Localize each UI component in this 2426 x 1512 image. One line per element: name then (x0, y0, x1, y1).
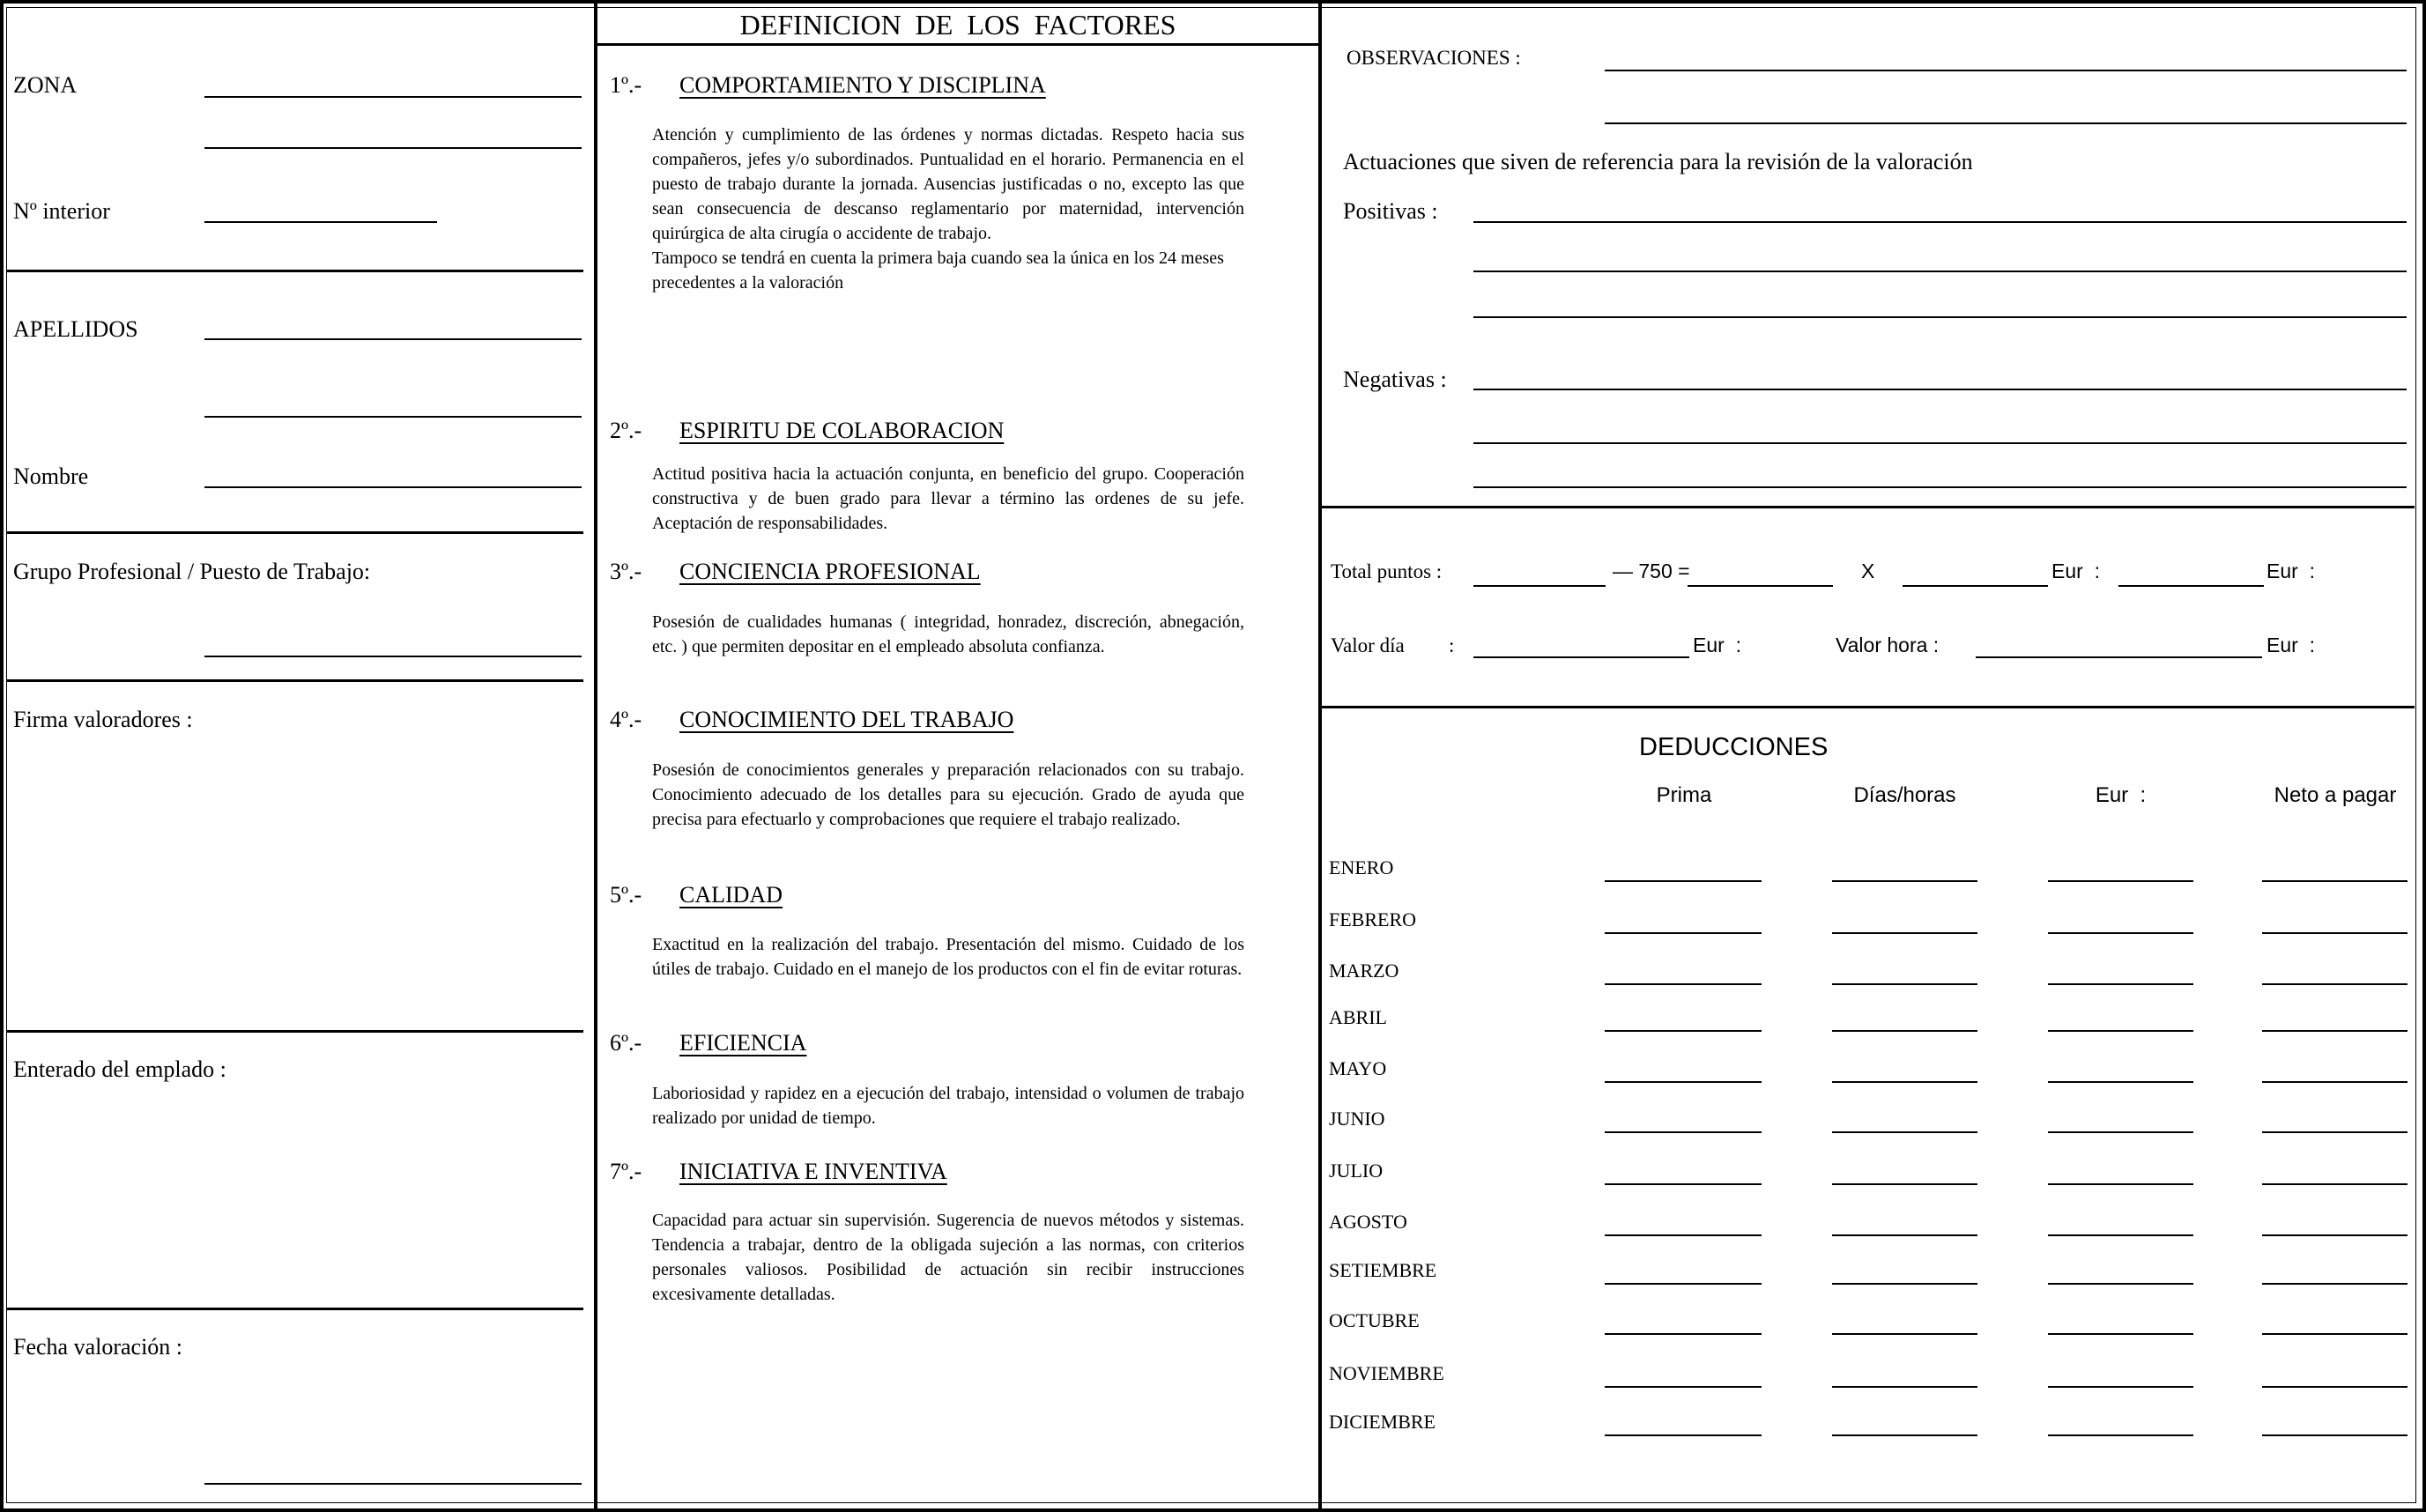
right-divider-2 (1322, 706, 2415, 708)
factor-1-title: COMPORTAMIENTO Y DISCIPLINA (679, 72, 1046, 98)
negativas-field-line-1[interactable] (1473, 389, 2407, 390)
factor-1-description (652, 122, 1244, 295)
month-octubre-field-4[interactable] (2262, 1333, 2407, 1335)
month-setiembre-field-1[interactable] (1605, 1283, 1762, 1285)
positivas-field-line-2[interactable] (1473, 271, 2407, 272)
factor-3-number: 3º.- (610, 559, 642, 584)
grupo-profesional-label: Grupo Profesional / Puesto de Trabajo: (13, 559, 371, 584)
month-febrero-field-1[interactable] (1605, 932, 1762, 934)
month-marzo-field-3[interactable] (2048, 983, 2193, 985)
grupo-profesional-field[interactable] (204, 656, 582, 657)
month-label-enero: ENERO (1329, 856, 1394, 878)
deducciones-title: DEDUCCIONES (1639, 733, 1829, 761)
left-divider-3 (7, 679, 583, 682)
month-junio-field-2[interactable] (1832, 1131, 1977, 1133)
positivas-label: Positivas : (1343, 198, 1438, 224)
month-enero-field-2[interactable] (1832, 880, 1977, 882)
month-octubre-field-2[interactable] (1832, 1333, 1977, 1335)
zona-field-line-1[interactable] (204, 96, 582, 98)
month-label-noviembre: NOVIEMBRE (1329, 1362, 1444, 1384)
factor-6-number: 6º.- (610, 1030, 642, 1056)
factor-2-description: Actitud positiva hacia la actuación conjunta, en beneficio del grupo. Cooperación constructiva y de buen grado para llevar a término las ordenes de su jefe. Aceptación de responsabilidades. (652, 464, 1244, 533)
month-label-agosto: AGOSTO (1329, 1211, 1407, 1233)
fecha-valoracion-label: Fecha valoración : (13, 1334, 183, 1360)
column-header-dias-horas: Días/horas (1853, 783, 1956, 807)
factor-4-description: Posesión de conocimientos generales y preparación relacionados con su trabajo. Conocimiento adecuado de los detalles para su ejecución. Grado de ayuda que precisa para efectuarlo y comprobaciones que requiere el trabajo realizado. (652, 760, 1244, 829)
month-junio-field-4[interactable] (2262, 1131, 2407, 1133)
total-puntos-field[interactable] (1473, 585, 1606, 587)
negativas-field-line-3[interactable] (1473, 486, 2407, 488)
month-marzo-field-4[interactable] (2262, 983, 2407, 985)
factor-7-number: 7º.- (610, 1159, 642, 1184)
valor-dia-label: Valor día (1331, 634, 1405, 656)
month-label-junio: JUNIO (1329, 1108, 1385, 1130)
factor-1-number: 1º.- (610, 72, 642, 98)
negativas-label: Negativas : (1343, 367, 1447, 392)
factor-4-title: CONOCIMIENTO DEL TRABAJO (679, 707, 1014, 732)
month-agosto-field-4[interactable] (2262, 1234, 2407, 1236)
eur-label-4: Eur : (2266, 634, 2315, 656)
month-diciembre-field-2[interactable] (1832, 1434, 1977, 1436)
column-header-neto: Neto a pagar (2274, 783, 2397, 807)
factor-field[interactable] (1903, 585, 2048, 587)
month-setiembre-field-4[interactable] (2262, 1283, 2407, 1285)
factor-7-title: INICIATIVA E INVENTIVA (679, 1159, 947, 1184)
month-label-octubre: OCTUBRE (1329, 1309, 1420, 1331)
eur-label-1: Eur : (2051, 560, 2100, 582)
month-noviembre-field-2[interactable] (1832, 1386, 1977, 1388)
month-abril-field-1[interactable] (1605, 1030, 1762, 1032)
valor-hora-field[interactable] (1976, 656, 2262, 658)
factor-5-title: CALIDAD (679, 882, 783, 908)
month-enero-field-3[interactable] (2048, 880, 2193, 882)
actuaciones-label: Actuaciones que siven de referencia para la revisión de la valoración (1343, 149, 1973, 174)
month-mayo-field-1[interactable] (1605, 1081, 1762, 1083)
factor-1-description-note: Tampoco se tendrá en cuenta la primera baja cuando sea la única en los 24 meses precedentes a la valoración (652, 248, 1224, 293)
negativas-field-line-2[interactable] (1473, 442, 2407, 444)
month-octubre-field-1[interactable] (1605, 1333, 1762, 1335)
enterado-empleado-label: Enterado del emplado : (13, 1056, 226, 1082)
month-marzo-field-1[interactable] (1605, 983, 1762, 985)
valor-dia-colon: : (1449, 634, 1455, 656)
month-abril-field-3[interactable] (2048, 1030, 2193, 1032)
month-noviembre-field-1[interactable] (1605, 1386, 1762, 1388)
month-label-setiembre: SETIEMBRE (1329, 1259, 1437, 1281)
month-setiembre-field-2[interactable] (1832, 1283, 1977, 1285)
month-label-diciembre: DICIEMBRE (1329, 1411, 1436, 1433)
month-abril-field-4[interactable] (2262, 1030, 2407, 1032)
month-diciembre-field-3[interactable] (2048, 1434, 2193, 1436)
month-agosto-field-3[interactable] (2048, 1234, 2193, 1236)
month-noviembre-field-4[interactable] (2262, 1386, 2407, 1388)
month-agosto-field-1[interactable] (1605, 1234, 1762, 1236)
factor-4-number: 4º.- (610, 707, 642, 732)
total-puntos-label: Total puntos : (1331, 560, 1443, 582)
right-divider-1 (1322, 506, 2415, 508)
factor-7-description: Capacidad para actuar sin supervisión. Sugerencia de nuevos métodos y sistemas. Tendencia a trabajar, dentro de la obligada sujeción a las normas, con criterios personales valiosos. Posibilidad de actuación sin recibir instrucciones excesivamente detalladas. (652, 1211, 1244, 1304)
factors-title: DEFINICION DE LOS FACTORES (739, 9, 1176, 41)
month-febrero-field-3[interactable] (2048, 932, 2193, 934)
month-label-febrero: FEBRERO (1329, 908, 1417, 930)
month-mayo-field-4[interactable] (2262, 1081, 2407, 1083)
factors-title-underline (597, 43, 1318, 46)
valor-dia-field[interactable] (1473, 656, 1689, 658)
times-label: X (1861, 560, 1875, 582)
month-abril-field-2[interactable] (1832, 1030, 1977, 1032)
left-divider-1 (7, 270, 583, 272)
month-noviembre-field-3[interactable] (2048, 1386, 2193, 1388)
zona-label: ZONA (13, 72, 78, 98)
factor-6-title: EFICIENCIA (679, 1030, 807, 1056)
column-header-prima: Prima (1656, 783, 1712, 807)
interior-number-field[interactable] (204, 221, 437, 223)
month-label-abril: ABRIL (1329, 1006, 1387, 1028)
factor-6-description: Laboriosidad y rapidez en a ejecución del trabajo, intensidad o volumen de trabajo realizado por unidad de tiempo. (652, 1084, 1244, 1128)
factor-1-description-text: Atención y cumplimiento de las órdenes y normas dictadas. Respeto hacia sus compañeros, jefes y/o subordinados. Puntualidad en el horario. Permanencia en el puesto de trabajo durante la jornada. Ausencias justificadas o no, excepto las que sean consecuencia de descanso reglamentario por maternidad, intervención quirúrgica de alta cirugía o accidente de trabajo. (652, 125, 1244, 243)
column-divider-left (594, 4, 597, 1508)
eur-label-2: Eur : (2266, 560, 2315, 582)
month-marzo-field-2[interactable] (1832, 983, 1977, 985)
column-divider-right (1318, 4, 1322, 1508)
eur-label-3: Eur : (1693, 634, 1741, 656)
total-minus-750-field[interactable] (1688, 585, 1833, 587)
firma-valoradores-label: Firma valoradores : (13, 707, 193, 732)
apellidos-field-line-1[interactable] (204, 338, 582, 340)
positivas-field-line-3[interactable] (1473, 316, 2407, 318)
month-enero-field-4[interactable] (2262, 880, 2407, 882)
month-febrero-field-4[interactable] (2262, 932, 2407, 934)
month-label-marzo: MARZO (1329, 960, 1399, 982)
month-setiembre-field-3[interactable] (2048, 1283, 2193, 1285)
factor-3-description: Posesión de cualidades humanas ( integridad, honradez, discreción, abnegación, etc. ) que permiten depositar en el empleado absoluta confianza. (652, 612, 1244, 656)
factor-2-title: ESPIRITU DE COLABORACION (679, 418, 1005, 443)
eur-amount-field-1[interactable] (2118, 585, 2264, 587)
apellidos-label: APELLIDOS (13, 316, 138, 342)
factor-5-description: Exactitud en la realización del trabajo. Presentación del mismo. Cuidado de los útiles de trabajo. Cuidado en el manejo de los productos con el fin de evitar roturas. (652, 935, 1244, 979)
month-julio-field-1[interactable] (1605, 1183, 1762, 1185)
month-febrero-field-2[interactable] (1832, 932, 1977, 934)
left-divider-4 (7, 1030, 583, 1033)
month-mayo-field-2[interactable] (1832, 1081, 1977, 1083)
month-octubre-field-3[interactable] (2048, 1333, 2193, 1335)
month-label-mayo: MAYO (1329, 1057, 1387, 1079)
month-junio-field-3[interactable] (2048, 1131, 2193, 1133)
interior-number-label: Nº interior (13, 198, 110, 224)
factor-3-title: CONCIENCIA PROFESIONAL (679, 559, 981, 584)
nombre-label: Nombre (13, 463, 89, 489)
month-julio-field-4[interactable] (2262, 1183, 2407, 1185)
minus-750-label: — 750 = (1613, 560, 1690, 582)
observaciones-field-line-2[interactable] (1605, 122, 2407, 124)
month-diciembre-field-1[interactable] (1605, 1434, 1762, 1436)
factor-2-number: 2º.- (610, 418, 642, 443)
month-mayo-field-3[interactable] (2048, 1081, 2193, 1083)
month-julio-field-3[interactable] (2048, 1183, 2193, 1185)
left-divider-5 (7, 1308, 583, 1310)
factor-5-number: 5º.- (610, 882, 642, 908)
left-divider-2 (7, 531, 583, 534)
month-diciembre-field-4[interactable] (2262, 1434, 2407, 1436)
month-agosto-field-2[interactable] (1832, 1234, 1977, 1236)
month-julio-field-2[interactable] (1832, 1183, 1977, 1185)
valor-hora-label: Valor hora : (1836, 634, 1940, 656)
month-enero-field-1[interactable] (1605, 880, 1762, 882)
month-junio-field-1[interactable] (1605, 1131, 1762, 1133)
fecha-valoracion-field[interactable] (204, 1483, 582, 1485)
observaciones-label: OBSERVACIONES : (1347, 47, 1521, 69)
observaciones-field-line-1[interactable] (1605, 70, 2407, 71)
column-header-eur: Eur : (2095, 783, 2147, 807)
nombre-field[interactable] (204, 486, 582, 488)
month-label-julio: JULIO (1329, 1160, 1384, 1182)
zona-field-line-2[interactable] (204, 147, 582, 149)
positivas-field-line-1[interactable] (1473, 221, 2407, 223)
apellidos-field-line-2[interactable] (204, 416, 582, 418)
